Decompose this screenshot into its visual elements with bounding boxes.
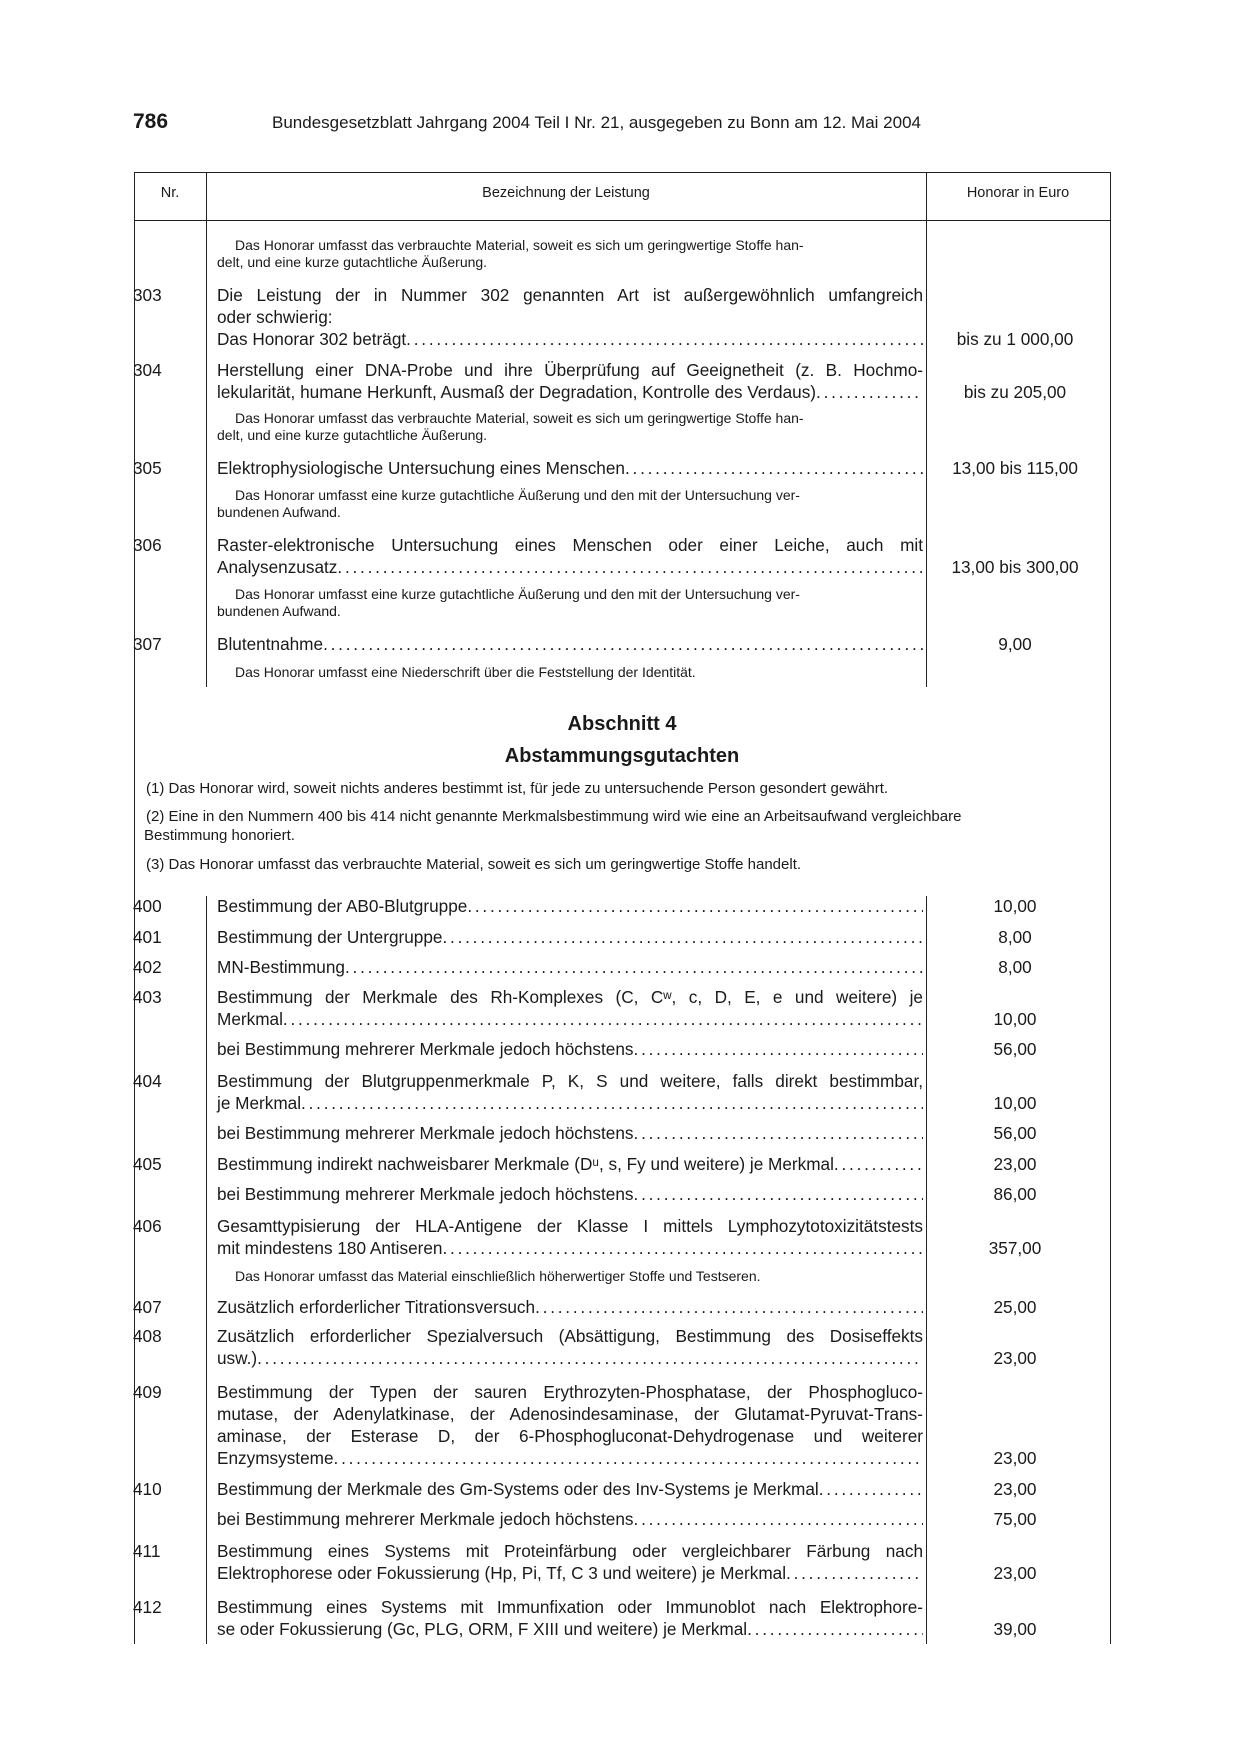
fee-value: 25,00 bbox=[993, 1297, 1037, 1317]
fee-value: 10,00 bbox=[993, 896, 1037, 916]
row-number: 411 bbox=[133, 1541, 161, 1561]
column-divider-fee bbox=[926, 172, 927, 687]
fee-value: 56,00 bbox=[993, 1123, 1037, 1143]
table-note: Das Honorar umfasst eine kurze gutachtliche Äußerung und den mit der Untersuchung ver- bundenen Aufwand. bbox=[217, 586, 800, 619]
table-right-border bbox=[1110, 172, 1111, 1644]
section-paragraph-1: (1) Das Honorar wird, soweit nichts anderes bestimmt ist, für jede zu untersuchende Person gesondert gewährt. bbox=[146, 780, 889, 797]
fee-value: 9,00 bbox=[998, 634, 1032, 654]
table-row-306: Raster-elektronische Untersuchung eines Menschen oder einer Leiche, auch mit Analysenzusatz . . . bbox=[217, 534, 923, 578]
fee-value: 8,00 bbox=[998, 927, 1032, 947]
row-number: 412 bbox=[133, 1597, 162, 1617]
column-divider-nr bbox=[206, 172, 207, 687]
table-row-405: Bestimmung indirekt nachweisbarer Merkmale (Dᵘ, s, Fy und weitere) je Merkmal . . . bei Bestimmung mehrerer Merkmale jedoch höchstens . . . bbox=[217, 1153, 923, 1205]
table-row-303: Die Leistung der in Nummer 302 genannten Art ist außergewöhnlich umfangreich oder schwierig: Das Honorar 302 beträgt . . . bbox=[217, 284, 923, 350]
section-paragraph-3: (3) Das Honorar umfasst das verbrauchte Material, soweit es sich um geringwertige Stoffe handelt. bbox=[146, 856, 802, 873]
row-number: 410 bbox=[133, 1479, 162, 1499]
table-row-408: Zusätzlich erforderlicher Spezialversuch (Absättigung, Bestimmung des Dosiseffekts usw.) . . . bbox=[217, 1325, 923, 1369]
row-number: 306 bbox=[133, 535, 162, 555]
row-number: 303 bbox=[133, 285, 162, 305]
fee-value: 23,00 bbox=[993, 1479, 1037, 1499]
fee-value: 10,00 bbox=[993, 1009, 1037, 1029]
table-row-402: MN-Bestimmung . . . bbox=[217, 956, 923, 978]
table-row-404: Bestimmung der Blutgruppenmerkmale P, K, S und weitere, falls direkt bestimmbar, je Merkmal . . . bei Bestimmung mehrerer Merkmale jedoch höchstens . . . bbox=[217, 1070, 923, 1144]
fee-value: bis zu 1 000,00 bbox=[956, 329, 1074, 349]
section-paragraph-2: (2) Eine in den Nummern 400 bis 414 nicht genannte Merkmalsbestimmung wird wie eine an Arbeitsaufwand vergleichbare Bestimmung honoriert. bbox=[144, 808, 962, 844]
table-row-401: Bestimmung der Untergruppe . . . bbox=[217, 926, 923, 948]
table-row-407: Zusätzlich erforderlicher Titrationsversuch . . . bbox=[217, 1296, 923, 1318]
row-number: 305 bbox=[133, 458, 162, 478]
fee-value: 8,00 bbox=[998, 957, 1032, 977]
row-number: 400 bbox=[133, 896, 162, 916]
table-note: Das Honorar umfasst das verbrauchte Material, soweit es sich um geringwertige Stoffe han- delt, und eine kurze gutachtliche Äußerung. bbox=[217, 237, 804, 270]
table-note: Das Honorar umfasst eine kurze gutachtliche Äußerung und den mit der Untersuchung ver- bundenen Aufwand. bbox=[217, 487, 800, 520]
table-note: Das Honorar umfasst eine Niederschrift über die Feststellung der Identität. bbox=[235, 664, 696, 680]
fee-value: 39,00 bbox=[993, 1619, 1037, 1639]
fee-value: 23,00 bbox=[993, 1448, 1037, 1468]
table-note: Das Honorar umfasst das verbrauchte Material, soweit es sich um geringwertige Stoffe han- delt, und eine kurze gutachtliche Äußerung. bbox=[217, 410, 804, 443]
table-row-305: Elektrophysiologische Untersuchung eines Menschen . . . bbox=[217, 457, 923, 479]
fee-value: 357,00 bbox=[988, 1238, 1042, 1258]
row-number: 401 bbox=[133, 927, 162, 947]
column-header-description: Bezeichnung der Leistung bbox=[482, 185, 650, 201]
fee-value: 56,00 bbox=[993, 1039, 1037, 1059]
table-row-403: Bestimmung der Merkmale des Rh-Komplexes (C, Cʷ, c, D, E, e und weitere) je Merkmal . . . bei Bestimmung mehrerer Merkmale jedoch höchstens . . . bbox=[217, 986, 923, 1060]
row-number: 402 bbox=[133, 957, 162, 977]
table-note: Das Honorar umfasst das Material einschließlich höherwertiger Stoffe und Testseren. bbox=[235, 1268, 761, 1284]
row-number: 307 bbox=[133, 634, 162, 654]
column-divider-nr-2 bbox=[206, 896, 207, 1644]
fee-value: 86,00 bbox=[993, 1184, 1037, 1204]
table-row-304: Herstellung einer DNA-Probe und ihre Überprüfung auf Geeignetheit (z. B. Hochmo- lekularität, humane Herkunft, Ausmaß der Degradation, Kontrolle des Verdaus) . . . bbox=[217, 359, 923, 403]
row-number: 405 bbox=[133, 1154, 162, 1174]
fee-value: 13,00 bis 300,00 bbox=[951, 557, 1079, 577]
row-number: 409 bbox=[133, 1382, 162, 1402]
table-row-412: Bestimmung eines Systems mit Immunfixation oder Immunoblot nach Elektrophore- se oder Fokussierung (Gc, PLG, ORM, F XIII und weitere) je Merkmal . . . bbox=[217, 1596, 923, 1640]
fee-value: 75,00 bbox=[993, 1509, 1037, 1529]
fee-value: bis zu 205,00 bbox=[963, 382, 1067, 402]
table-top-border bbox=[134, 172, 1111, 173]
table-row-410: Bestimmung der Merkmale des Gm-Systems oder des Inv-Systems je Merkmal . . . bei Bestimmung mehrerer Merkmale jedoch höchstens . . . bbox=[217, 1478, 923, 1530]
row-number: 403 bbox=[133, 987, 162, 1007]
column-header-nr: Nr. bbox=[160, 185, 180, 201]
column-header-fee: Honorar in Euro bbox=[966, 185, 1070, 201]
fee-value: 23,00 bbox=[993, 1563, 1037, 1583]
table-row-409: Bestimmung der Typen der sauren Erythrozyten-Phosphatase, der Phosphogluco- mutase, der Adenylatkinase, der Adenosindesaminase, der Glutamat-Pyruvat-Trans- aminase, der Esterase D, der 6-Phosphogluconat-Dehydrogenase und weiterer Enzymsysteme . . . bbox=[217, 1381, 923, 1469]
table-header-divider bbox=[134, 220, 1111, 221]
fee-value: 23,00 bbox=[993, 1348, 1037, 1368]
row-number: 407 bbox=[133, 1297, 162, 1317]
page-number: 786 bbox=[133, 110, 169, 133]
table-row-406: Gesamttypisierung der HLA-Antigene der Klasse I mittels Lymphozytotoxizitätstests mit mindestens 180 Antiseren . . . bbox=[217, 1215, 923, 1259]
section-number: Abschnitt 4 bbox=[567, 713, 677, 735]
table-row-400: Bestimmung der AB0-Blutgruppe . . . bbox=[217, 895, 923, 917]
fee-value: 10,00 bbox=[993, 1093, 1037, 1113]
row-number: 406 bbox=[133, 1216, 162, 1236]
row-number: 404 bbox=[133, 1071, 162, 1091]
row-number: 304 bbox=[133, 360, 162, 380]
table-row-307: Blutentnahme . . . bbox=[217, 633, 923, 655]
page-title: Bundesgesetzblatt Jahrgang 2004 Teil I Nr. 21, ausgegeben zu Bonn am 12. Mai 2004 bbox=[272, 113, 921, 132]
table-row-411: Bestimmung eines Systems mit Proteinfärbung oder vergleichbarer Färbung nach Elektrophorese oder Fokussierung (Hp, Pi, Tf, C 3 und weitere) je Merkmal . . . bbox=[217, 1540, 923, 1584]
fee-value: 23,00 bbox=[993, 1154, 1037, 1174]
row-number: 408 bbox=[133, 1326, 162, 1346]
fee-value: 13,00 bis 115,00 bbox=[952, 458, 1078, 478]
section-title: Abstammungsgutachten bbox=[504, 745, 740, 767]
